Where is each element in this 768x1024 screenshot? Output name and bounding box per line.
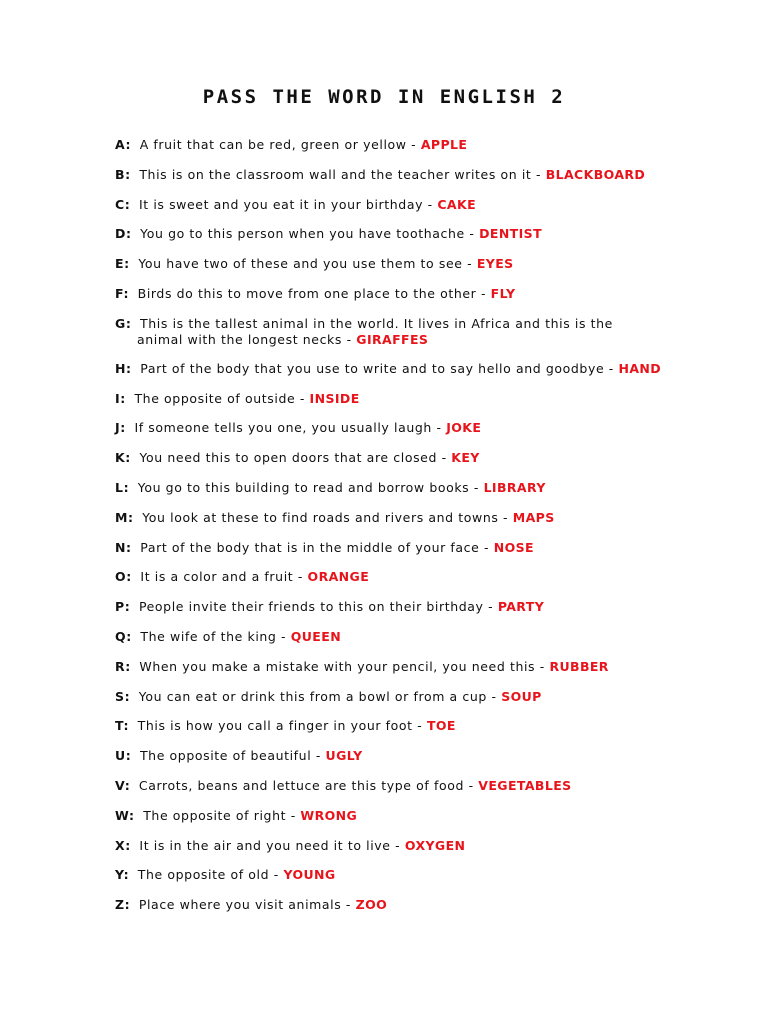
item-letter: V:	[115, 777, 131, 793]
item-clue-continued: animal with the longest necks -	[137, 331, 352, 347]
list-item	[115, 867, 735, 897]
item-clue: You look at these to find roads and rivers and towns -	[142, 509, 509, 525]
item-answer: VEGETABLES	[478, 777, 572, 793]
item-answer: INSIDE	[309, 390, 360, 406]
item-letter: G:	[115, 315, 132, 331]
item-letter: Y:	[115, 867, 130, 883]
list-item	[115, 629, 735, 659]
item-letter: T:	[115, 718, 130, 734]
item-answer: TOE	[426, 718, 456, 734]
list-item	[115, 286, 735, 316]
item-clue: When you make a mistake with your pencil, you need this -	[139, 658, 545, 674]
item-letter: B:	[115, 166, 131, 182]
item-answer: GIRAFFES	[356, 331, 429, 347]
item-answer: JOKE	[446, 420, 482, 436]
item-clue: It is sweet and you eat it in your birthday -	[138, 196, 433, 212]
item-letter: O:	[115, 569, 132, 585]
item-letter: H:	[115, 360, 132, 376]
list-item	[115, 391, 735, 421]
item-letter: R:	[115, 658, 131, 674]
item-letter: I:	[115, 390, 126, 406]
item-answer: EYES	[476, 256, 514, 272]
item-letter: E:	[115, 256, 130, 272]
item-clue: This is how you call a finger in your foot -	[137, 718, 423, 734]
list-item	[115, 197, 735, 227]
item-answer: HAND	[618, 360, 662, 376]
item-clue: You go to this person when you have toothache -	[140, 226, 475, 242]
item-letter: C:	[115, 196, 131, 212]
item-letter: Q:	[115, 628, 132, 644]
item-answer: UGLY	[325, 748, 363, 764]
item-answer: APPLE	[420, 137, 468, 152]
item-answer: QUEEN	[290, 628, 342, 644]
list-item	[115, 256, 735, 286]
item-clue: You have two of these and you use them to see -	[138, 256, 473, 272]
list-item	[115, 361, 735, 391]
list-item	[115, 167, 735, 197]
item-clue: You go to this building to read and borrow books -	[137, 479, 479, 495]
item-answer: DENTIST	[479, 226, 542, 242]
list-item	[115, 748, 735, 778]
item-clue: Place where you visit animals -	[138, 897, 352, 913]
list-item	[115, 316, 735, 361]
item-answer: PARTY	[497, 599, 545, 615]
item-letter: M:	[115, 509, 134, 525]
item-clue: The opposite of right -	[143, 807, 296, 823]
item-clue: Birds do this to move from one place to the other -	[137, 285, 487, 301]
item-clue: The opposite of outside -	[134, 390, 305, 406]
item-answer: ZOO	[355, 897, 388, 913]
item-clue: It is in the air and you need it to live -	[139, 837, 401, 853]
item-letter: W:	[115, 807, 135, 823]
item-letter: N:	[115, 539, 132, 555]
item-letter: D:	[115, 226, 132, 242]
list-item	[115, 480, 735, 510]
item-answer: LIBRARY	[483, 479, 546, 495]
item-letter: A:	[115, 137, 132, 152]
list-item	[115, 599, 735, 629]
list-item	[115, 689, 735, 719]
item-answer: NOSE	[493, 539, 534, 555]
list-item	[115, 450, 735, 480]
item-clue: The opposite of old -	[137, 867, 279, 883]
item-letter: S:	[115, 688, 131, 704]
item-clue: The opposite of beautiful -	[139, 748, 321, 764]
page-title: PASS THE WORD IN ENGLISH 2	[202, 86, 566, 108]
item-answer: SOUP	[501, 688, 542, 704]
item-letter: J:	[115, 420, 126, 436]
item-answer: FLY	[490, 285, 516, 301]
item-clue: If someone tells you one, you usually laugh -	[134, 420, 442, 436]
clue-list	[115, 137, 735, 927]
item-letter: Z:	[115, 897, 131, 913]
item-letter: P:	[115, 599, 131, 615]
item-letter: U:	[115, 748, 132, 764]
item-letter: K:	[115, 450, 131, 466]
item-letter: L:	[115, 479, 130, 495]
list-item	[115, 226, 735, 256]
list-item	[115, 137, 735, 167]
item-clue: A fruit that can be red, green or yellow -	[139, 137, 417, 152]
item-clue: Part of the body that is in the middle of your face -	[140, 539, 490, 555]
list-item	[115, 718, 735, 748]
item-clue: You can eat or drink this from a bowl or from a cup -	[138, 688, 497, 704]
item-answer: OXYGEN	[404, 837, 466, 853]
item-clue: People invite their friends to this on their birthday -	[138, 599, 494, 615]
list-item	[115, 659, 735, 689]
item-clue: This is the tallest animal in the world. It lives in Africa and this is the	[140, 315, 613, 331]
item-answer: RUBBER	[549, 658, 609, 674]
list-item	[115, 838, 735, 868]
list-item	[115, 540, 735, 570]
item-clue: Part of the body that you use to write and to say hello and goodbye -	[140, 360, 614, 376]
list-item	[115, 778, 735, 808]
item-clue: Carrots, beans and lettuce are this type of food -	[138, 777, 474, 793]
item-answer: CAKE	[437, 196, 477, 212]
item-letter: X:	[115, 837, 131, 853]
item-clue: This is on the classroom wall and the teacher writes on it -	[139, 166, 542, 182]
item-answer: BLACKBOARD	[545, 166, 646, 182]
item-answer: MAPS	[512, 509, 555, 525]
item-clue: You need this to open doors that are closed -	[139, 450, 447, 466]
item-clue: The wife of the king -	[140, 628, 287, 644]
item-answer: KEY	[451, 450, 480, 466]
list-item	[115, 510, 735, 540]
list-item	[115, 420, 735, 450]
list-item	[115, 808, 735, 838]
list-item	[115, 569, 735, 599]
list-item	[115, 897, 735, 927]
item-clue: It is a color and a fruit -	[140, 569, 303, 585]
item-letter: F:	[115, 285, 130, 301]
item-answer: YOUNG	[283, 867, 336, 883]
item-answer: ORANGE	[307, 569, 370, 585]
item-answer: WRONG	[300, 807, 358, 823]
